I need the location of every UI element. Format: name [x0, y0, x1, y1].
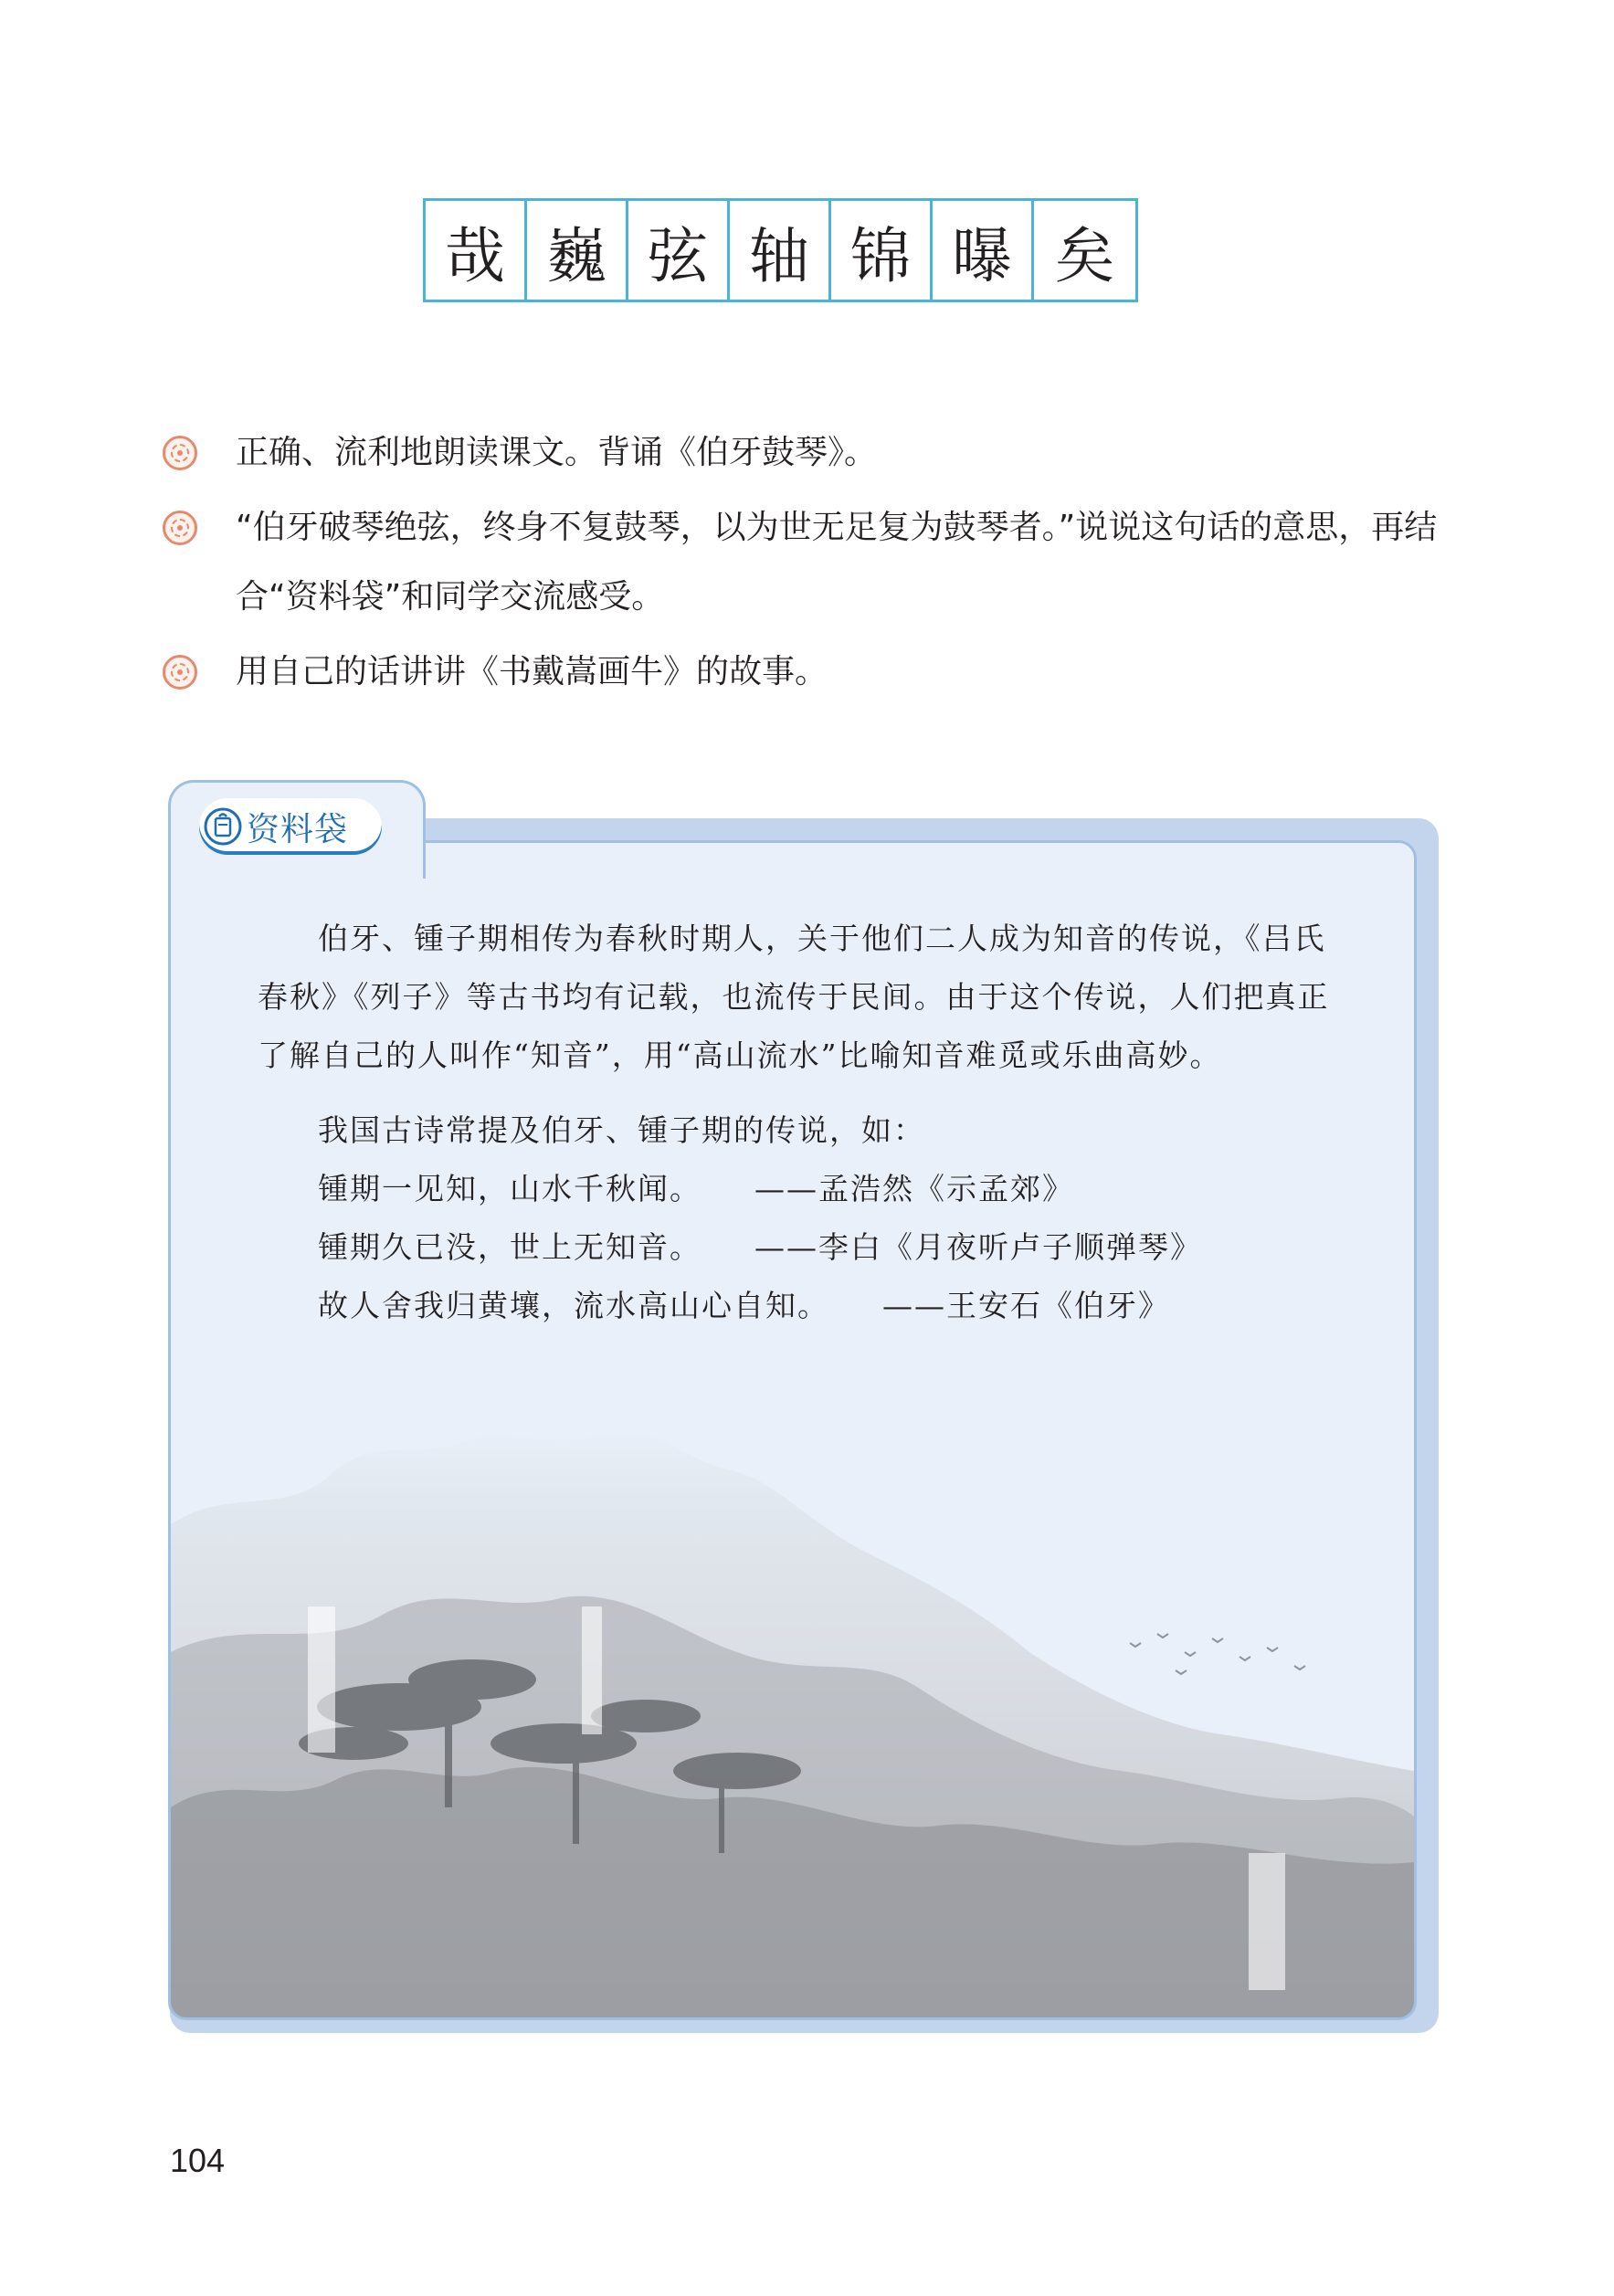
- exercise-text: 正确、流利地朗读课文。背诵《伯牙鼓琴》。: [236, 434, 878, 471]
- poem-line: [258, 1218, 1354, 1277]
- poem-line: [258, 1277, 1354, 1335]
- poem-line: [258, 1160, 1354, 1218]
- exercise-text: “伯牙破琴绝弦，终身不复鼓琴，以为世无足复为鼓琴者。”说说这句话的意思，再结合“资料袋”和同学交流感受。: [236, 509, 1438, 616]
- poem-text: 锺期一见知，山水千秋闻。: [318, 1171, 702, 1206]
- char-cell: 哉: [426, 201, 527, 300]
- seal-bullet-icon: [163, 655, 197, 690]
- char-cell: 锦: [831, 201, 933, 300]
- page-number: 104: [170, 2142, 226, 2179]
- char-cell: 轴: [730, 201, 831, 300]
- poem-source: ——李白《月夜听卢子顺弹琴》: [754, 1229, 1202, 1265]
- info-box-title-text: 资料袋: [247, 810, 349, 848]
- char-cell: 曝: [933, 201, 1034, 300]
- seal-bullet-icon: [163, 436, 197, 470]
- poem-source: ——孟浩然《示孟郊》: [754, 1171, 1074, 1206]
- exercise-list: [163, 418, 1441, 707]
- exercise-item: [163, 493, 1441, 632]
- document-bag-icon: [203, 806, 243, 847]
- poem-text: 锺期久已没，世上无知音。: [318, 1229, 702, 1265]
- info-box-content: [258, 910, 1354, 1335]
- exercise-item: [163, 637, 1441, 707]
- seal-bullet-icon: [163, 511, 197, 545]
- info-box-title: [199, 798, 382, 855]
- info-paragraph: 伯牙、锺子期相传为春秋时期人，关于他们二人成为知音的传说，《吕氏春秋》《列子》等古书均有记载，也流传于民间。由于这个传说，人们把真正了解自己的人叫作“知音”，用“高山流水”比喻知音难觅或乐曲高妙。: [258, 921, 1330, 1073]
- character-grid: [423, 198, 1138, 302]
- poem-text: 故人舍我归黄壤，流水高山心自知。: [318, 1288, 829, 1323]
- poem-source: ——王安石《伯牙》: [882, 1288, 1170, 1323]
- info-paragraph: 我国古诗常提及伯牙、锺子期的传说，如：: [318, 1112, 925, 1148]
- char-cell: 矣: [1054, 220, 1115, 291]
- exercise-item: [163, 418, 1441, 488]
- exercise-text: 用自己的话讲讲《书戴嵩画牛》的故事。: [236, 653, 828, 690]
- char-cell: 弦: [628, 201, 730, 300]
- landscape-illustration: [171, 1378, 1414, 2017]
- char-cell: 巍: [527, 201, 628, 300]
